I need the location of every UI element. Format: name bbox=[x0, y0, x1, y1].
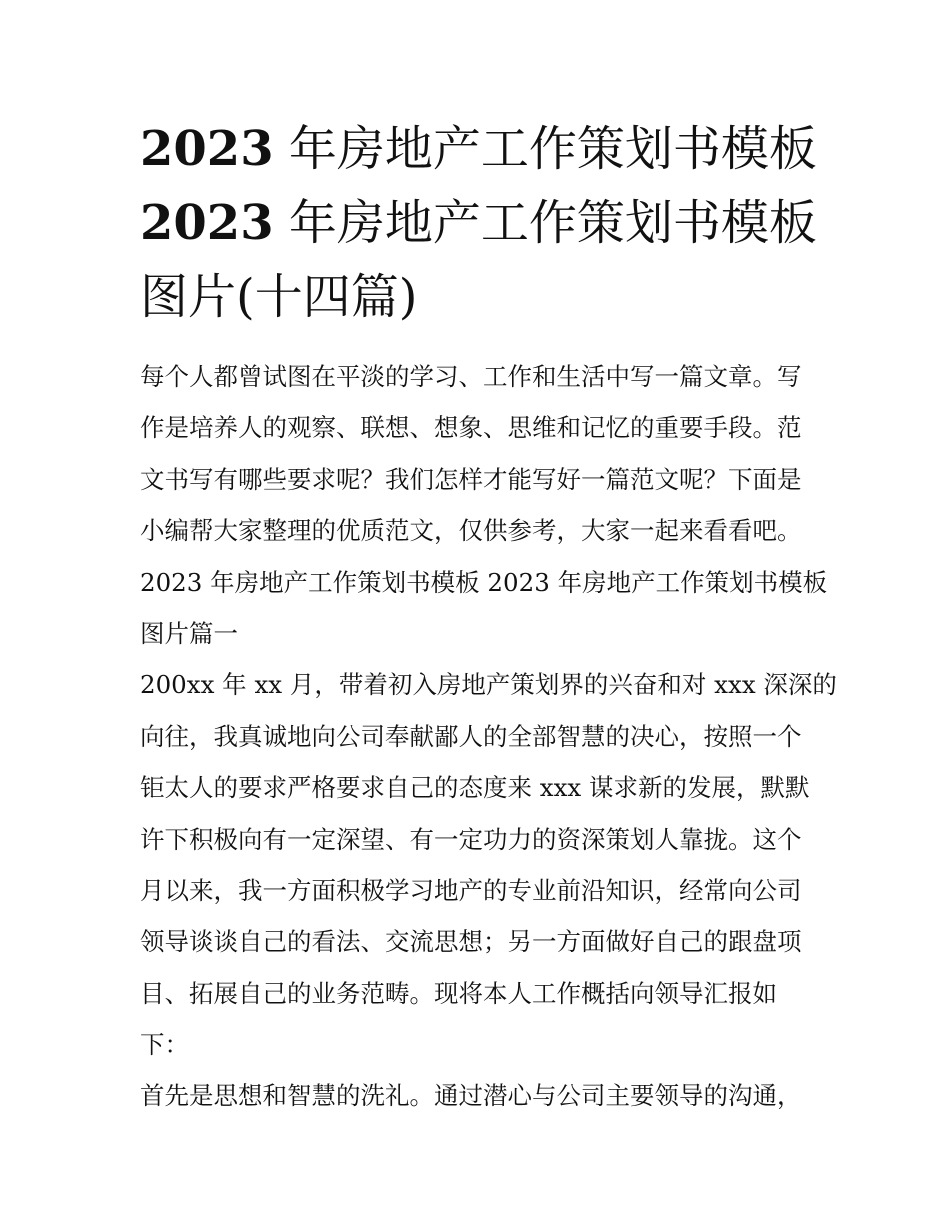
body-line: 许下积极向有一定深望、有一定功力的资深策划人靠拢。这个 bbox=[140, 824, 802, 854]
body-line: 首先是思想和智慧的洗礼。通过潜心与公司主要领导的沟通， bbox=[140, 1081, 802, 1111]
body-line: 小编帮大家整理的优质范文，仅供参考，大家一起来看看吧。 bbox=[140, 516, 802, 546]
body-line: 每个人都曾试图在平淡的学习、工作和生活中写一篇文章。写 bbox=[140, 362, 802, 391]
body-line: 钜太人的要求严格要求自己的态度来 xxx 谋求新的发展，默默 bbox=[140, 773, 810, 803]
body-line: 领导谈谈自己的看法、交流思想；另一方面做好自己的跟盘项 bbox=[140, 927, 802, 957]
section-heading-line: 2023 年房地产工作策划书模板 2023 年房地产工作策划书模板 bbox=[140, 567, 828, 597]
title-line: 图片(十四篇) bbox=[140, 269, 418, 325]
body-line: 目、拓展自己的业务范畴。现将本人工作概括向领导汇报如 bbox=[140, 978, 777, 1008]
body-line: 文书写有哪些要求呢？我们怎样才能写好一篇范文呢？下面是 bbox=[140, 464, 802, 494]
body-line: 下： bbox=[140, 1030, 189, 1060]
title-line: 2023 年房地产工作策划书模板 bbox=[140, 121, 817, 177]
document-title bbox=[140, 112, 830, 334]
body-line: 月以来，我一方面积极学习地产的专业前沿知识，经常向公司 bbox=[140, 875, 802, 905]
body-line: 作是培养人的观察、联想、想象、思维和记忆的重要手段。范 bbox=[140, 413, 802, 443]
document-body bbox=[140, 351, 837, 1122]
section-heading-line: 图片篇一 bbox=[140, 618, 238, 648]
body-line: 向往，我真诚地向公司奉献鄙人的全部智慧的决心，按照一个 bbox=[140, 721, 802, 751]
body-line: 200xx 年 xx 月，带着初入房地产策划界的兴奋和对 xxx 深深的 bbox=[140, 670, 837, 700]
title-line: 2023 年房地产工作策划书模板 bbox=[140, 195, 817, 251]
